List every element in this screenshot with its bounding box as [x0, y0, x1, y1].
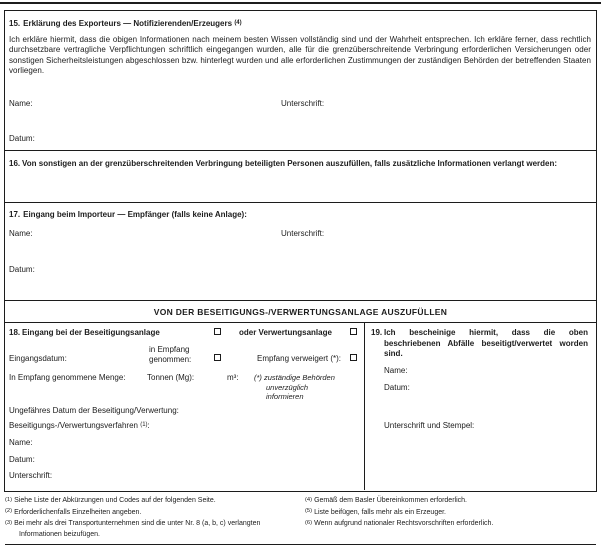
section-16-number: 16. — [9, 159, 21, 168]
stamp-signature-label: Unterschrift und Stempel: — [384, 421, 475, 430]
checkbox-disposal-facility[interactable] — [214, 328, 221, 335]
footnotes-left-column — [5, 496, 297, 541]
section-17-importer-receipt — [5, 203, 596, 301]
name-label: Name: — [384, 366, 408, 375]
exporter-declaration-text: Ich erkläre hiermit, dass die obigen Informationen nach meinem besten Wissen vollständig sind und der Wahrheit entsprechen. Ich erkläre ferner, dass rechtlich durchsetzbare vertragliche Verpflichtungen schriftlich eingegangen wurden, alle für die grenzüberschreitende Verbringung erforderlichen Versicherungen oder sonstigen Sicherheitsleistungen abgeschlossen bzw. hinterlegt wurden und alle erforderlichen Zustimmungen der zuständigen Behörden der betreffenden Staaten vorliegen. — [9, 35, 591, 76]
checkbox-received[interactable] — [214, 354, 221, 361]
section-17-number: 17. — [9, 210, 21, 219]
form-box — [4, 10, 597, 492]
footnote-3: $^{(3)}$ Bei mehr als drei Transportunternehmen sind die unter Nr. 8 (a, b, c) verlangten Informationen beizufügen. — [5, 519, 261, 538]
tonnes-label: Tonnen (Mg): — [147, 373, 195, 382]
quantity-label: In Empfang genommene Menge: — [9, 373, 126, 382]
operation-footnote-ref: (1) — [140, 421, 148, 428]
footnote-1-ref: (1) — [5, 496, 13, 503]
signature-label: Unterschrift: — [281, 99, 325, 108]
checkbox-recovery-facility[interactable] — [350, 328, 357, 335]
section-15-number: 15. — [9, 19, 21, 28]
footnote-3-ref: (3) — [5, 519, 13, 526]
accepted-label: in Empfang genommen: — [149, 345, 192, 364]
certification-statement: Ich bescheinige hiermit, dass die oben beschriebenen Abfälle beseitigt/verwertet worden sind. — [384, 328, 588, 358]
footnote-5-ref: (5) — [305, 508, 313, 514]
footnote-2-ref: (2) — [5, 508, 13, 514]
section-19-certification — [365, 323, 596, 490]
checkbox-rejected[interactable] — [350, 354, 357, 361]
signature-label: Unterschrift: — [9, 471, 53, 480]
page-bottom-rule — [5, 544, 596, 545]
date-label: Datum: — [9, 265, 35, 274]
section-18-title: Eingang bei der Beseitigungsanlage — [22, 328, 160, 337]
section-18-number: 18. — [9, 328, 21, 337]
date-label: Datum: — [9, 455, 35, 464]
section-17-title: Eingang beim Importeur — Empfänger (falls keine Anlage): — [23, 210, 247, 219]
footnote-2: $^{(2)}$ Erforderlichenfalls Einzelheiten angeben. — [5, 508, 142, 516]
date-label: Datum: — [9, 134, 35, 143]
signature-label: Unterschrift: — [281, 229, 325, 238]
approx-date-label: Ungefähres Datum der Beseitigung/Verwertung: — [9, 406, 179, 415]
facility-band-title: VON DER BESEITIGUNGS-/VERWERTUNGSANLAGE AUSZUFÜLLEN — [153, 306, 448, 317]
facility-section-band — [5, 301, 596, 323]
name-label: Name: — [9, 99, 33, 108]
section-16-title: Von sonstigen an der grenzüberschreitenden Verbringung beteiligten Personen auszufüllen, falls zusätzliche Informationen verlangt werden: — [22, 159, 558, 168]
section-18-facility-receipt — [5, 323, 365, 490]
recovery-facility-label: oder Verwertungsanlage — [239, 328, 332, 337]
footnote-5: $^{(5)}$ Liste beifügen, falls mehr als ein Erzeuger. — [305, 508, 446, 516]
footnote-4: $^{(4)}$ Gemäß dem Basler Übereinkommen erforderlich. — [305, 496, 467, 504]
cubic-metres-label: m³: — [227, 373, 239, 382]
receipt-date-label: Eingangsdatum: — [9, 354, 67, 363]
notify-authorities-note: (*) zuständige Behörden unverzüglich informieren — [254, 373, 335, 401]
date-label: Datum: — [384, 383, 410, 392]
rejected-label: Empfang verweigert (*): — [257, 354, 342, 363]
name-label: Name: — [9, 438, 33, 447]
section-15-footnote-ref: (4) — [234, 19, 242, 26]
section-19-header — [371, 328, 588, 360]
section-16-other-persons — [5, 151, 596, 203]
footnote-6-ref: (6) — [305, 519, 313, 526]
footnote-6: $^{(6)}$ Wenn aufgrund nationaler Rechtsvorschriften erforderlich. — [305, 519, 494, 527]
previous-section-divider — [0, 2, 601, 4]
footnotes-right-column — [305, 496, 597, 531]
section-16-header — [9, 159, 590, 170]
operation-label: Beseitigungs-/Verwertungsverfahren $^{(1)}$: — [9, 421, 150, 430]
footnote-4-ref: (4) — [305, 496, 313, 503]
section-17-header — [9, 210, 247, 219]
facility-columns — [5, 323, 596, 490]
section-15-exporter-declaration — [5, 11, 596, 151]
footnote-1: $^{(1)}$ Siehe Liste der Abkürzungen und Codes auf der folgenden Seite. — [5, 496, 216, 504]
section-19-number: 19. — [371, 328, 383, 337]
name-label: Name: — [9, 229, 33, 238]
section-15-header — [9, 19, 242, 28]
section-15-title: Erklärung des Exporteurs — Notifizierenden/Erzeugers — [23, 19, 233, 28]
